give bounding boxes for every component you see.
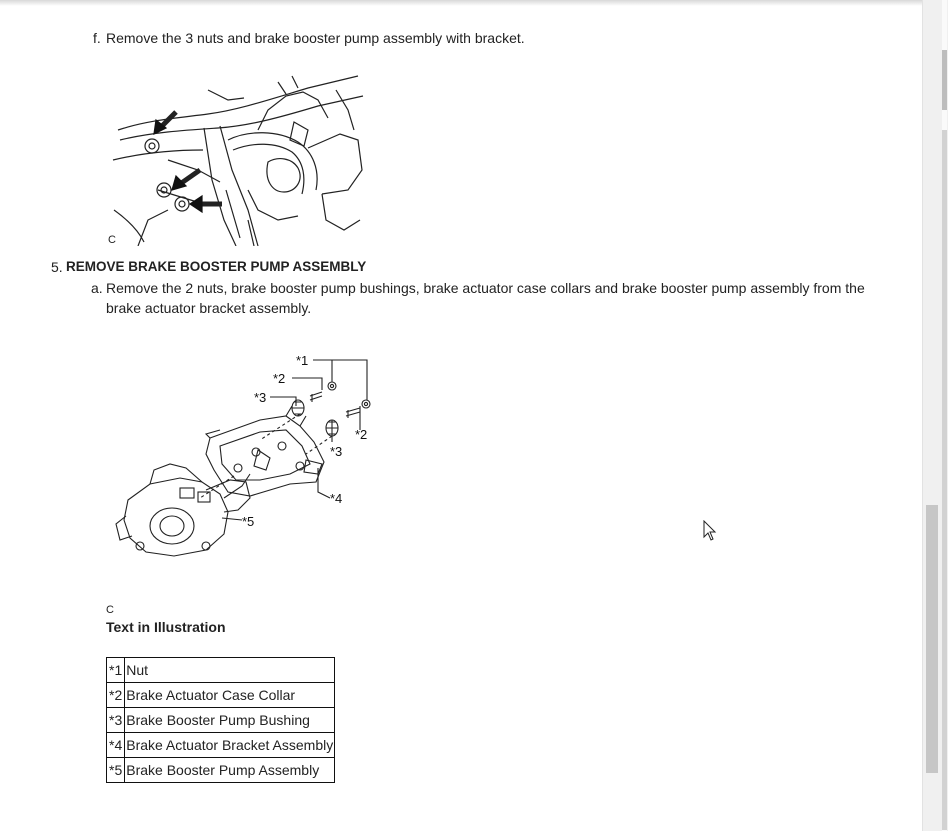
step-f-text: Remove the 3 nuts and brake booster pump assembly with bracket. bbox=[106, 30, 525, 46]
table-row bbox=[107, 758, 335, 783]
legend-label: Nut bbox=[125, 658, 335, 683]
page-top-shadow bbox=[0, 0, 922, 6]
illustration-callouts bbox=[110, 350, 380, 566]
legend-label: Brake Booster Pump Bushing bbox=[125, 708, 335, 733]
callout-4: *4 bbox=[330, 491, 343, 506]
step-a-text-line2: brake actuator bracket assembly. bbox=[106, 300, 312, 316]
step-f-marker: f. bbox=[93, 30, 101, 46]
callout-2-right: *2 bbox=[355, 427, 368, 442]
callout-3-right: *3 bbox=[330, 444, 343, 459]
legend-key: *4 bbox=[107, 733, 125, 758]
callout-2-top: *2 bbox=[273, 371, 286, 386]
figure2-code: C bbox=[106, 604, 114, 616]
legend-label: Brake Actuator Case Collar bbox=[125, 683, 335, 708]
legend-key: *2 bbox=[107, 683, 125, 708]
illustration-nuts-bracket bbox=[108, 70, 368, 246]
scrollbar-thumb[interactable] bbox=[926, 505, 938, 773]
legend-label: Brake Actuator Bracket Assembly bbox=[125, 733, 335, 758]
mouse-cursor-icon bbox=[703, 520, 717, 542]
callout-3-top: *3 bbox=[254, 390, 267, 405]
section5-title: REMOVE BRAKE BOOSTER PUMP ASSEMBLY bbox=[66, 259, 367, 274]
table-row bbox=[107, 658, 335, 683]
scrollbar-rail-marker bbox=[942, 130, 947, 830]
legend-key: *3 bbox=[107, 708, 125, 733]
legend-key: *5 bbox=[107, 758, 125, 783]
table-row bbox=[107, 683, 335, 708]
callout-5: *5 bbox=[242, 514, 255, 529]
step-a-text-line1: Remove the 2 nuts, brake booster pump bushings, brake actuator case collars and brake booster pump assembly from the bbox=[106, 280, 865, 296]
legend-key: *1 bbox=[107, 658, 125, 683]
callout-1: *1 bbox=[296, 353, 309, 368]
vertical-scrollbar[interactable] bbox=[922, 0, 948, 831]
scrollbar-rail-marker bbox=[942, 50, 947, 110]
section5-number: 5. bbox=[51, 259, 63, 275]
legend-label: Brake Booster Pump Assembly bbox=[125, 758, 335, 783]
legend-table bbox=[106, 657, 335, 783]
figure1-code: C bbox=[108, 234, 116, 246]
step-a-marker: a. bbox=[91, 280, 103, 296]
table-row bbox=[107, 733, 335, 758]
table-row bbox=[107, 708, 335, 733]
legend-title: Text in Illustration bbox=[106, 619, 226, 635]
